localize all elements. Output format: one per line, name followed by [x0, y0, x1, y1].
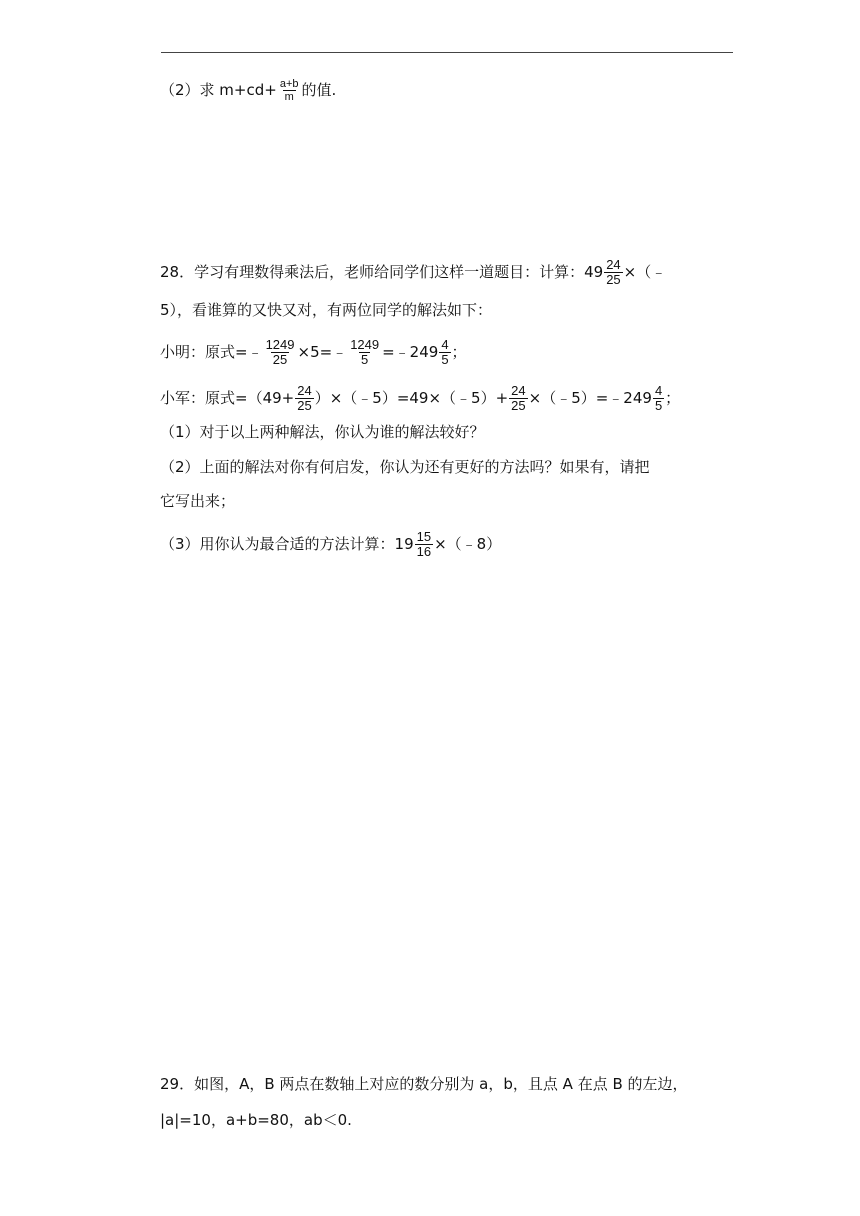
- xiaojun-label: 小军：原式=（49+: [160, 389, 295, 407]
- q29-line1: 29．如图，A，B 两点在数轴上对应的数分别为 a，b，且点 A 在点 B 的左边，: [160, 1075, 688, 1093]
- xiaoming-end: ；: [451, 343, 467, 361]
- q28-intro-suffix: ×（﹣: [623, 263, 667, 281]
- header-rule: [161, 52, 733, 53]
- q28-part2-line2: 它写出来；: [160, 492, 236, 510]
- q27-part2-line: [160, 78, 336, 103]
- q28-part3-prefix: （3）用你认为最合适的方法计算：19: [160, 535, 414, 553]
- q27-part2-suffix: 的值.: [301, 81, 337, 99]
- q28-part3-suffix: ×（﹣8）: [434, 535, 502, 553]
- fraction-24-25: [295, 384, 313, 413]
- frac-numerator: a+b: [279, 78, 299, 90]
- xiaoming-mid2: =﹣249: [382, 343, 439, 361]
- frac-numerator: 4: [441, 337, 449, 352]
- frac-numerator: 24: [606, 257, 621, 272]
- q28-intro-line2: 5），看谁算的又快又对，有两位同学的解法如下：: [160, 301, 493, 319]
- q28-intro-line1: [160, 258, 666, 287]
- frac-denominator: 5: [654, 398, 663, 413]
- frac-denominator: 5: [441, 352, 449, 367]
- fraction-a-plus-b-over-m: [278, 78, 301, 103]
- fraction-4-5: [653, 384, 664, 413]
- frac-denominator: 25: [606, 272, 621, 287]
- xiaojun-end: ；: [665, 389, 681, 407]
- xiaojun-mid2: ×（﹣5）=﹣249: [528, 389, 652, 407]
- frac-numerator: 15: [416, 529, 432, 544]
- frac-numerator: 24: [511, 383, 526, 398]
- q28-intro-text: 28．学习有理数得乘法后，老师给同学们这样一道题目：计算：49: [160, 263, 604, 281]
- frac-denominator: 5: [361, 352, 369, 367]
- fraction-15-16: [415, 530, 433, 559]
- frac-denominator: 25: [272, 352, 288, 367]
- q28-part1: （1）对于以上两种解法，你认为谁的解法较好？: [160, 423, 485, 441]
- frac-numerator: 4: [654, 383, 663, 398]
- xiaojun-mid1: ）×（﹣5）=49×（﹣5）+: [314, 389, 509, 407]
- frac-denominator: 25: [511, 398, 526, 413]
- q27-part2-prefix: （2）求 m+cd+: [160, 81, 277, 99]
- frac-denominator: 25: [297, 398, 312, 413]
- frac-denominator: m: [284, 91, 294, 103]
- frac-numerator: 1249: [265, 337, 295, 352]
- xiaoming-solution: [160, 338, 467, 367]
- q29-line2: |a|=10，a+b=80，ab＜0.: [160, 1111, 352, 1129]
- fraction-4-5: [439, 338, 450, 367]
- fraction-1249-25: [264, 338, 297, 367]
- frac-numerator: 24: [297, 383, 312, 398]
- fraction-24-25: [509, 384, 527, 413]
- fraction-1249-5: [348, 338, 381, 367]
- q28-part3: [160, 530, 501, 559]
- frac-denominator: 16: [416, 544, 432, 559]
- frac-numerator: 1249: [350, 337, 380, 352]
- q28-part2-line1: （2）上面的解法对你有何启发，你认为还有更好的方法吗？如果有，请把: [160, 458, 650, 476]
- fraction-24-25: [604, 258, 622, 287]
- xiaoming-mid1: ×5=﹣: [297, 343, 348, 361]
- xiaojun-solution: [160, 384, 680, 413]
- xiaoming-label: 小明：原式=﹣: [160, 343, 263, 361]
